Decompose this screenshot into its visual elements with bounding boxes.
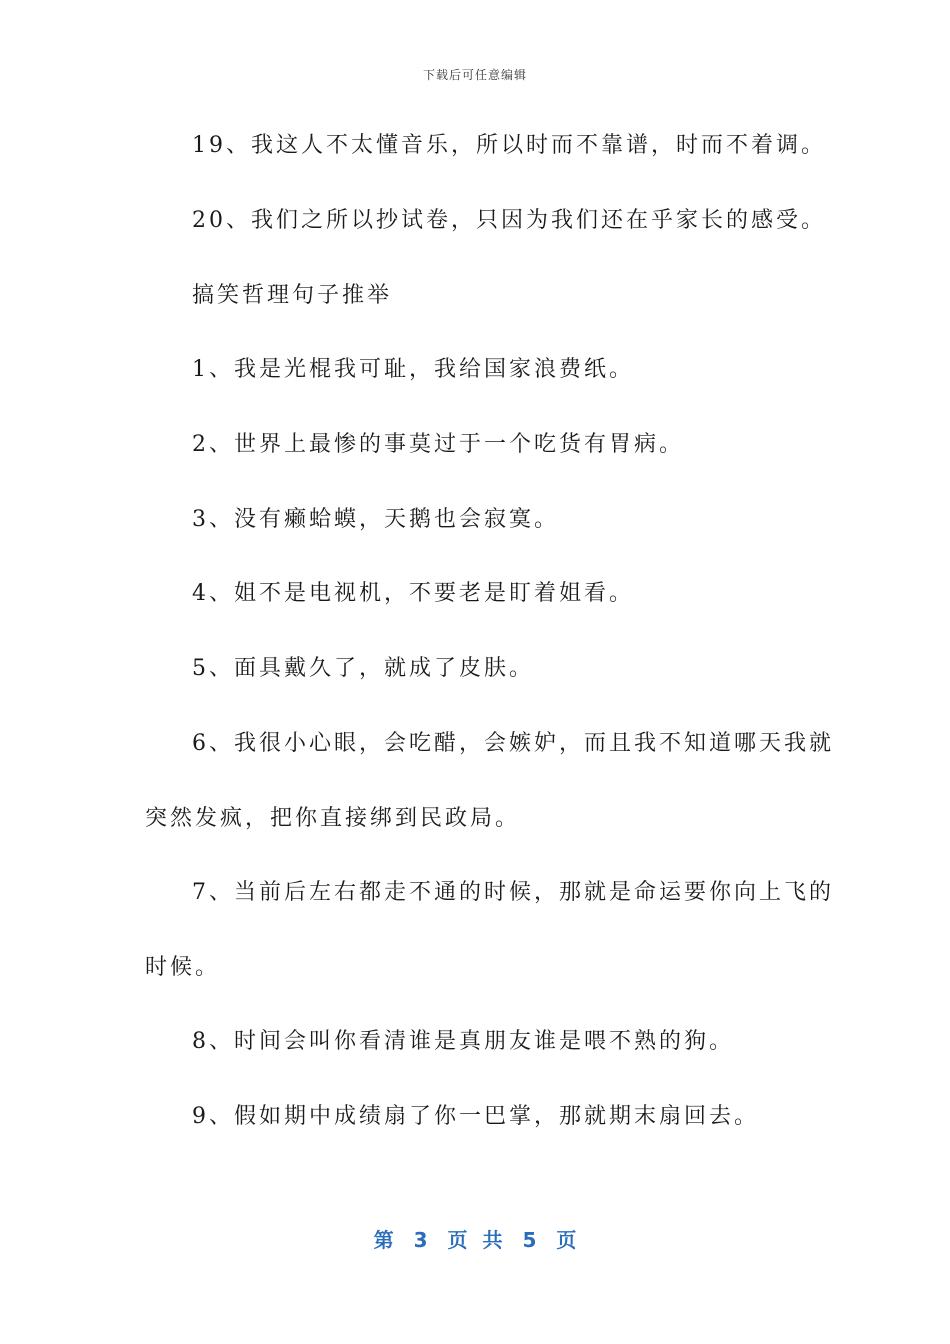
- footer-label-of: 页 共: [447, 1228, 503, 1252]
- list-item: 1、我是光棍我可耻，我给国家浪费纸。: [192, 357, 634, 382]
- list-item: 20、我们之所以抄试卷，只因为我们还在乎家长的感受。: [192, 208, 826, 233]
- list-item: 8、时间会叫你看清谁是真朋友谁是喂不熟的狗。: [192, 1029, 734, 1054]
- section-heading: 搞笑哲理句子推举: [192, 283, 393, 308]
- current-page-number: 3: [413, 1228, 428, 1252]
- total-pages-number: 5: [522, 1228, 537, 1252]
- page-number-footer: [0, 1224, 950, 1253]
- list-item: 7、当前后左右都走不通的时候，那就是命运要你向上飞的: [192, 880, 834, 905]
- list-item: 6、我很小心眼，会吃醋，会嫉妒，而且我不知道哪天我就: [192, 731, 834, 756]
- list-item-continuation: 突然发疯，把你直接绑到民政局。: [145, 806, 521, 831]
- list-item-continuation: 时候。: [145, 955, 221, 980]
- list-item: 2、世界上最惨的事莫过于一个吃货有胃病。: [192, 432, 684, 457]
- list-item: 3、没有癞蛤蟆，天鹅也会寂寞。: [192, 507, 559, 532]
- footer-label-page: 第: [373, 1228, 394, 1252]
- footer-label-end: 页: [556, 1228, 577, 1252]
- list-item: 19、我这人不太懂音乐，所以时而不靠谱，时而不着调。: [192, 133, 826, 158]
- page-header: 下载后可任意编辑: [422, 68, 527, 82]
- list-item: 4、姐不是电视机，不要老是盯着姐看。: [192, 581, 634, 606]
- list-item: 5、面具戴久了，就成了皮肤。: [192, 656, 534, 681]
- list-item: 9、假如期中成绩扇了你一巴掌，那就期末扇回去。: [192, 1104, 759, 1129]
